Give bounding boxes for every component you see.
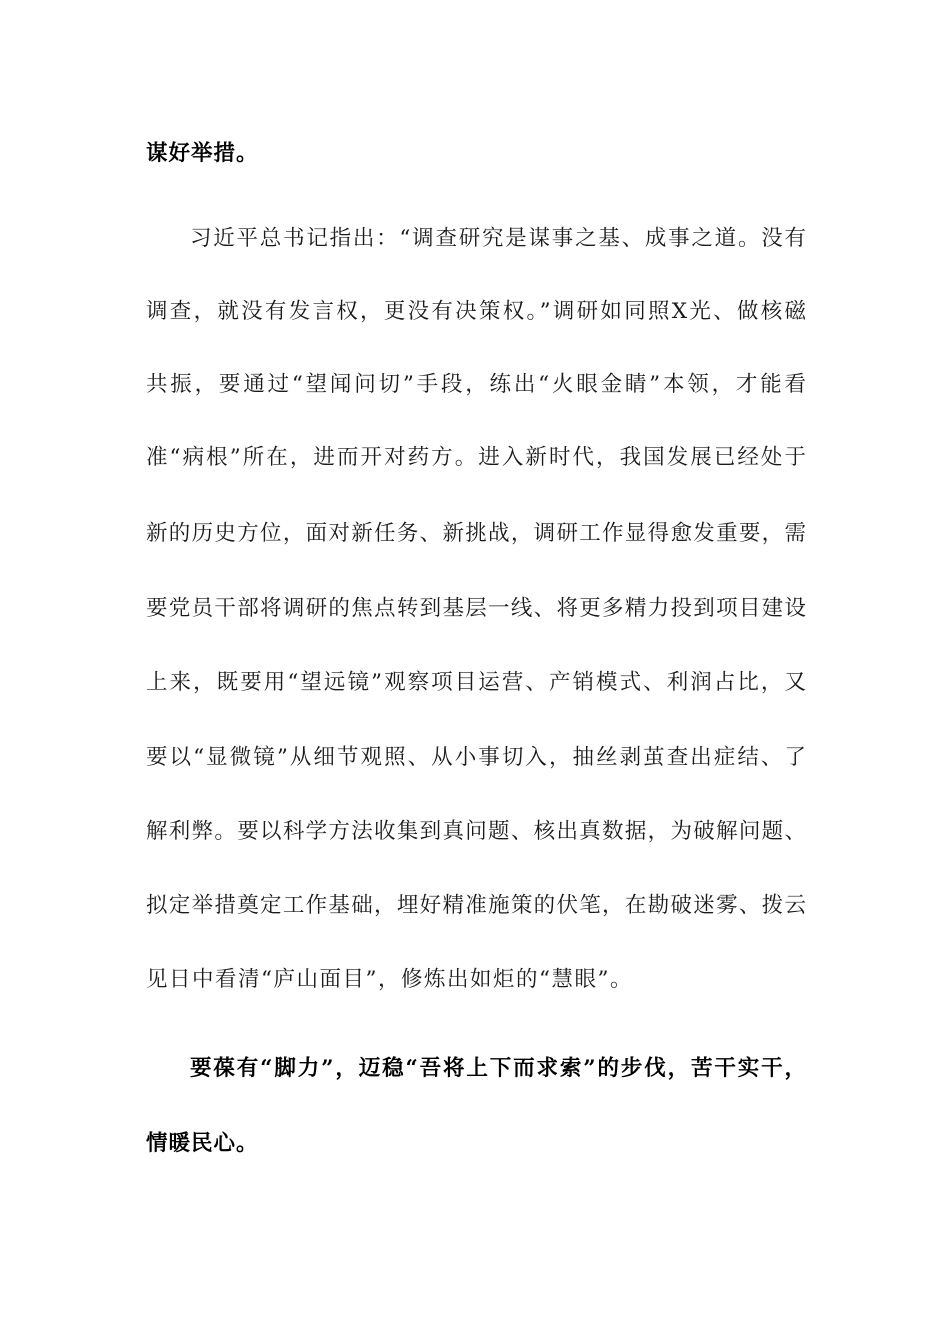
paragraph-line: 解利弊。要以科学方法收集到真问题、核出真数据，为破解问题、 xyxy=(146,819,806,844)
paragraph-line: 拟定举措奠定工作基础，埋好精准施策的伏笔，在勘破迷雾、拨云 xyxy=(146,893,806,918)
paragraph-line: 习近平总书记指出：“调查研究是谋事之基、成事之道。没有 xyxy=(190,226,806,251)
paragraph-line: 新的历史方位，面对新任务、新挑战，调研工作显得愈发重要，需 xyxy=(146,521,806,546)
paragraph-line: 要党员干部将调研的焦点转到基层一线、将更多精力投到项目建设 xyxy=(146,596,806,621)
paragraph-line: 准“病根”所在，进而开对药方。进入新时代，我国发展已经处于 xyxy=(146,445,806,470)
paragraph-line: 共振，要通过“望闻问切”手段，练出“火眼金睛”本领，才能看 xyxy=(146,372,806,397)
paragraph-line: 要以“显微镜”从细节观照、从小事切入，抽丝剥茧查出症结、了 xyxy=(146,745,806,770)
subheading-line: 要葆有“脚力”，迈稳“吾将上下而求索”的步伐，苦干实干， xyxy=(190,1056,806,1081)
subheading-line-end: 情暖民心。 xyxy=(146,1131,259,1156)
paragraph-line: 上来，既要用“望远镜”观察项目运营、产销模式、利润占比，又 xyxy=(146,670,806,695)
paragraph-line-last: 见日中看清“庐山面目”，修炼出如炬的“慧眼”。 xyxy=(146,967,633,992)
heading-line-end: 谋好举措。 xyxy=(146,141,259,166)
paragraph-line: 调查，就没有发言权，更没有决策权。”调研如同照X光、做核磁 xyxy=(146,299,806,324)
